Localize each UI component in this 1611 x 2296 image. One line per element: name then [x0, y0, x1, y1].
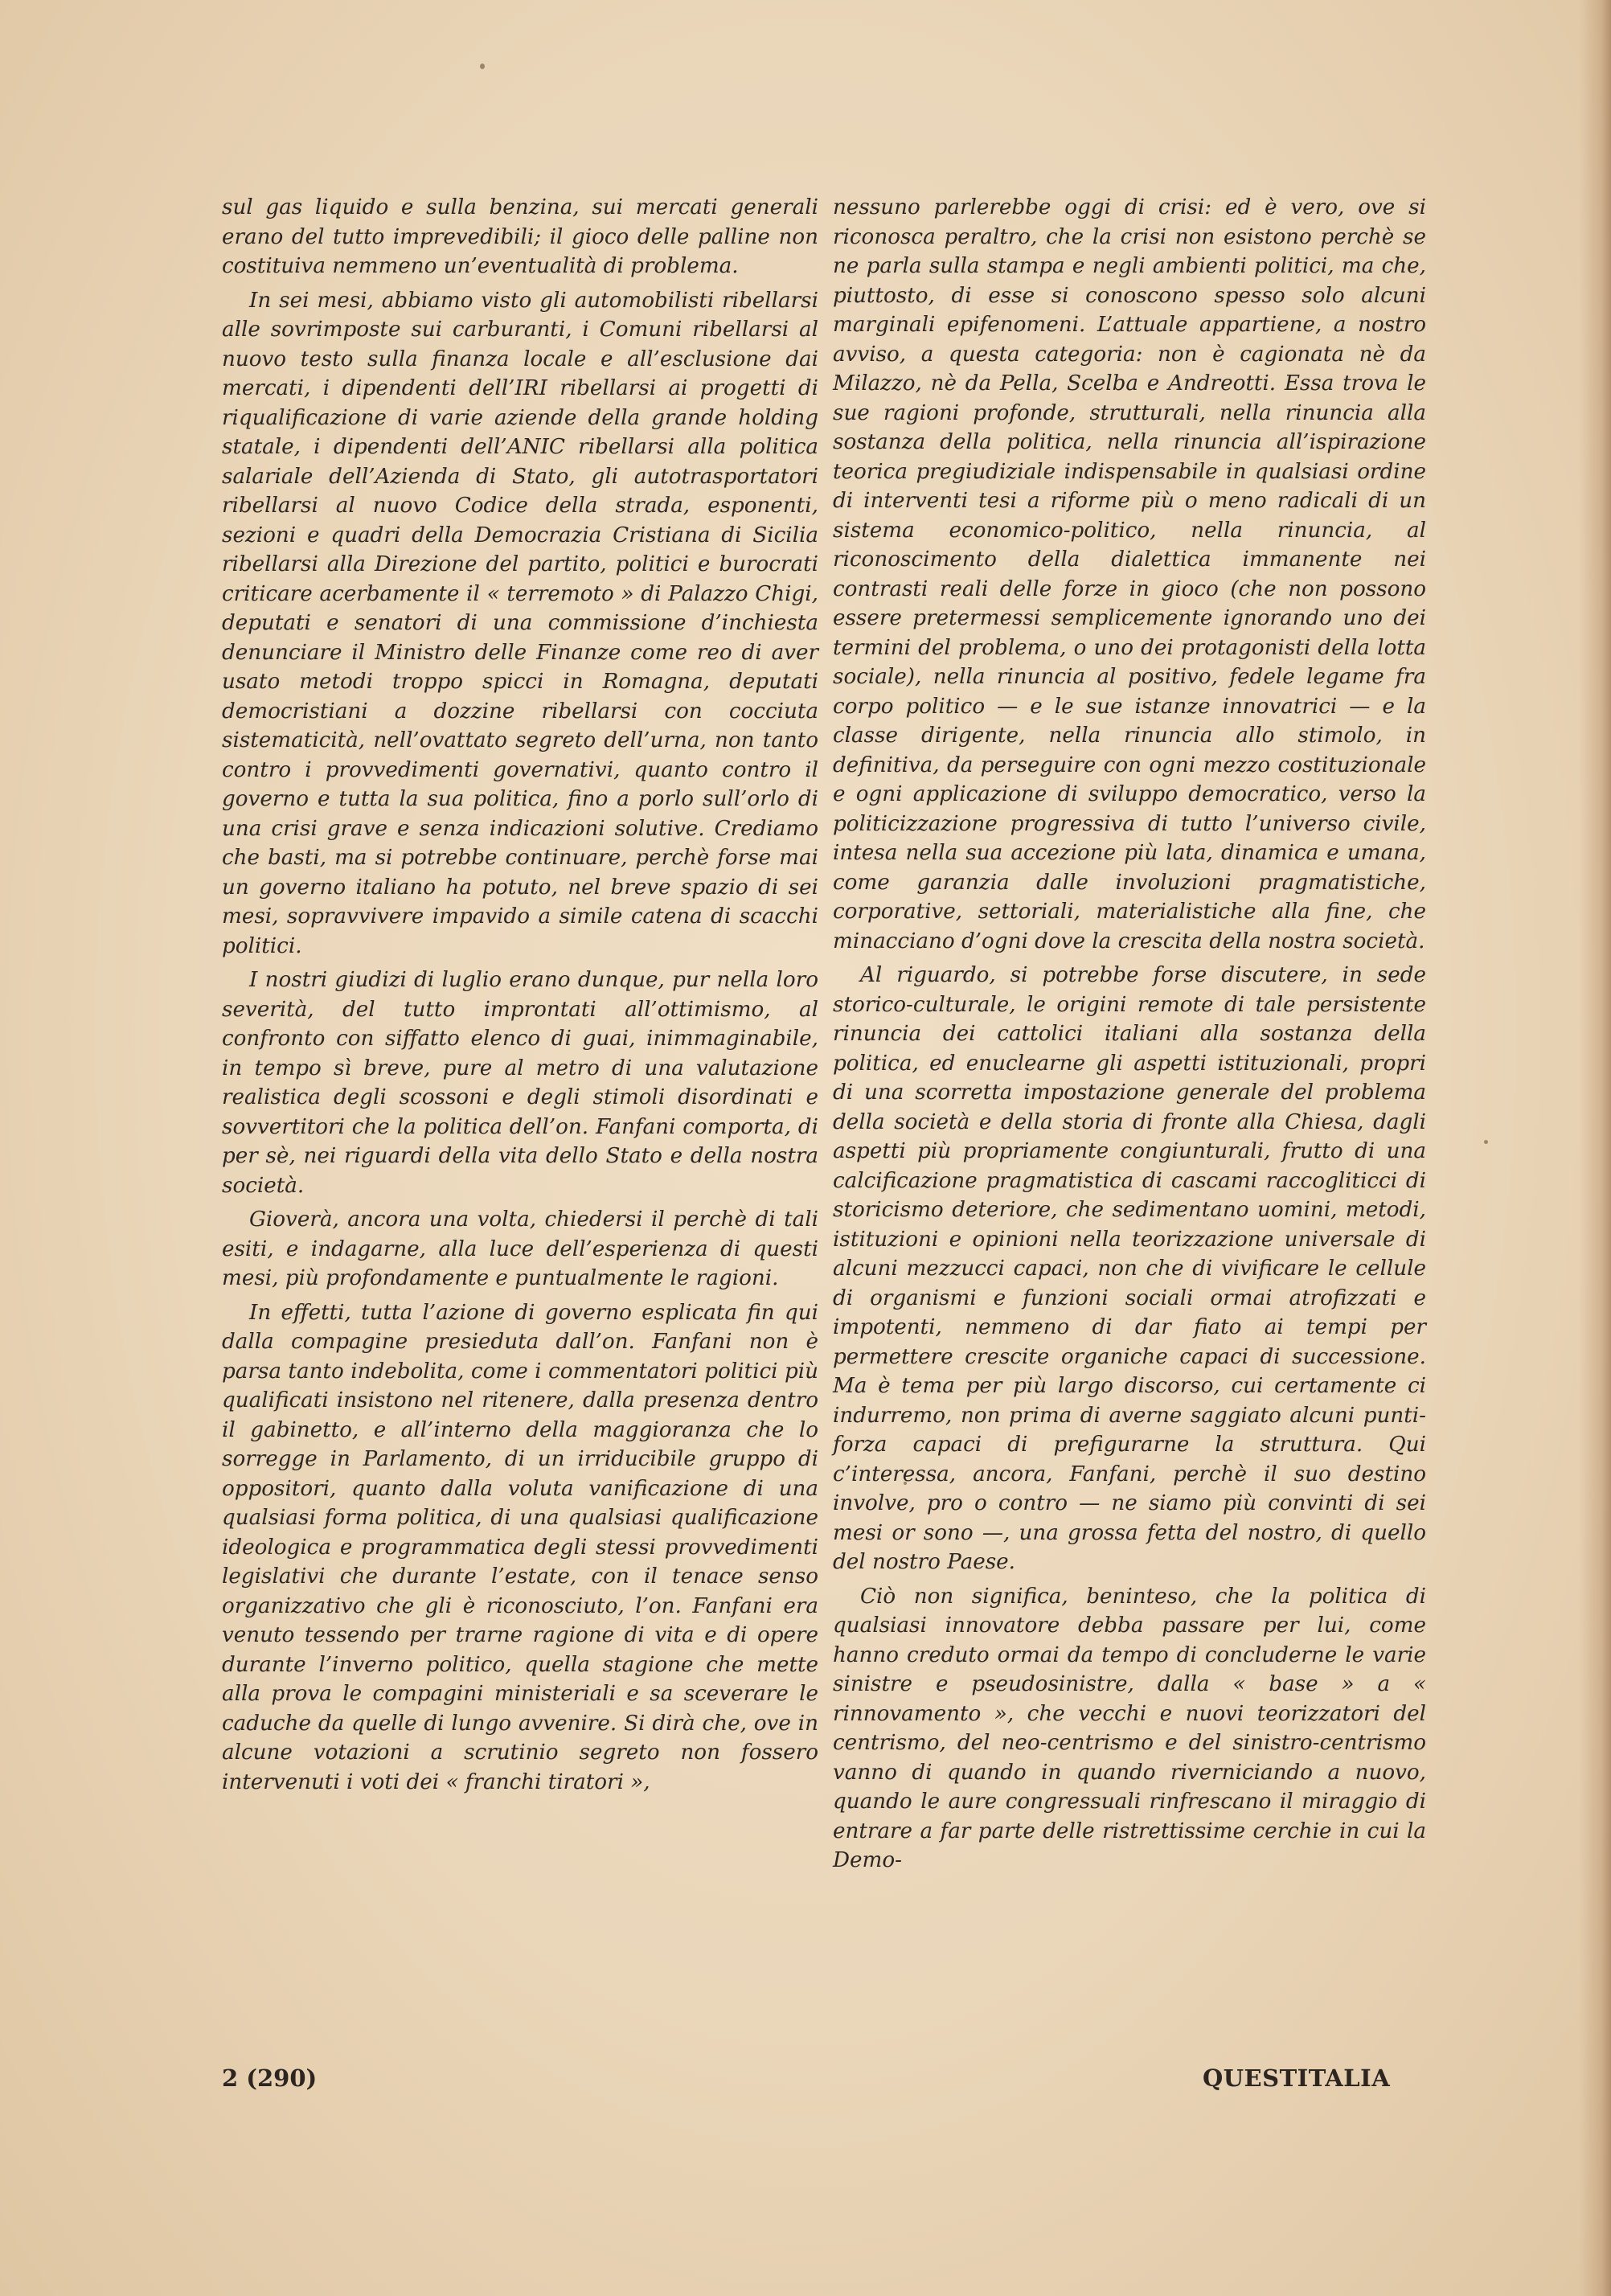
paragraph: In effetti, tutta l’azione di governo esplicata fin qui dalla compagine presieduta dall’on. Fanfani non è parsa tanto indebolita, come i commentatori politici più qualificati insistono nel ritenere, dalla presenza dentro il gabinetto, e all’interno della maggioranza che lo sorregge in Parlamento, di un irriducibile gruppo di oppositori, quanto dalla voluta vanificazione di una qualsiasi forma politica, di una qualsiasi qualificazione ideologica e programmatica degli stessi provvedimenti legislativi che durante l’estate, con il tenace senso organizzativo che gli è riconosciuto, l’on. Fanfani era venuto tessendo per trarne ragione di vita e di opere durante l’inverno politico, quella stagione che mette alla prova le compagini ministeriali e sa sceverare le caduche da quelle di lungo avvenire. Si dirà che, ove in alcune votazioni a scrutinio segreto non fossero intervenuti i voti dei « franchi tiratori », [222, 1300, 818, 1794]
paragraph: Al riguardo, si potrebbe forse discutere, in sede storico-culturale, le origini remote di tale persistente rinuncia dei cattolici italiani alla sostanza della politica, ed enuclearne gli aspetti istituzionali, propri di una scorretta impostazione generale del problema della società e della storia di fronte alla Chiesa, dagli aspetti più propriamente congiunturali, frutto di una calcificazione pragmatistica di cascami raccogliticci di storicismo deteriore, che sedimentano uomini, metodi, istituzioni e opinioni nella teorizzazione universale di alcuni mezzucci capaci, non che di vivificare le cellule di organismi e funzioni sociali ormai atrofizzati e impotenti, nemmeno di dar fiato ai tempi per permettere crescite organiche capaci di successione. Ma è tema per più largo discorso, cui certamente ci indurremo, non prima di averne saggiato alcuni punti-forza capaci di prefigurarne la struttura. Qui c’interessa, ancora, Fanfani, perchè il suo destino involve, pro o contro — ne siamo più convinti di sei mesi or sono —, una grossa fetta del nostro, di quello del nostro Paese. [833, 963, 1426, 1574]
paragraph: Ciò non significa, beninteso, che la politica di qualsiasi innovatore debba passare per lui, come hanno creduto ormai da tempo di concluderne le varie sinistre e pseudosinistre, dalla « base » a « rinnovamento », che vecchi e nuovi teorizzatori del centrismo, del neo-centrismo e del sinistro-centrismo vanno di quando in quando riverniciando a nuovo, quando le aure congressuali rinfrescano il miraggio di entrare a far parte delle ristrettissime cerchie in cui la Demo- [833, 1584, 1426, 1872]
paragraph: sul gas liquido e sulla benzina, sui mercati generali erano del tutto imprevedibili; il gioco delle palline non costituiva nemmeno un’eventualità di problema. [222, 195, 818, 278]
paragraph: In sei mesi, abbiamo visto gli automobilisti ribellarsi alle sovrimposte sui carburanti, i Comuni ribellarsi al nuovo testo sulla finanza locale e all’esclusione dai mercati, i dipendenti dell’IRI ribellarsi ai progetti di riqualificazione di varie aziende della grande holding statale, i dipendenti dell’ANIC ribellarsi alla politica salariale dell’Azienda di Stato, gli autotrasportatori ribellarsi al nuovo Codice della strada, esponenti, sezioni e quadri della Democrazia Cristiana di Sicilia ribellarsi alla Direzione del partito, politici e burocrati criticare acerbamente il « terremoto » di Palazzo Chigi, deputati e senatori di una commissione d’inchiesta denunciare il Ministro delle Finanze come reo di aver usato metodi troppo spicci in Romagna, deputati democristiani a dozzine ribellarsi con cocciuta sistematicità, nell’ovattato segreto dell’urna, non tanto contro i provvedimenti governativi, quanto contro il governo e tutta la sua politica, fino a porlo sull’orlo di una crisi grave e senza indicazioni solutive. Crediamo che basti, ma si potrebbe continuare, perchè forse mai un governo italiano ha potuto, nel breve spazio di sei mesi, sopravvivere impavido a simile catena di scacchi politici. [222, 288, 818, 958]
paper-edge [1579, 0, 1611, 2296]
left-column [222, 193, 818, 1802]
magazine-name: QUESTITALIA [1203, 2064, 1391, 2092]
paragraph: nessuno parlerebbe oggi di crisi: ed è vero, ove si riconosca peraltro, che la crisi non esistono perchè se ne parla sulla stampa e negli ambienti politici, ma che, piuttosto, di esse si conoscono spesso solo alcuni marginali epifenomeni. L’attuale appartiene, a nostro avviso, a questa categoria: non è cagionata nè da Milazzo, nè da Pella, Scelba e Andreotti. Essa trova le sue ragioni profonde, strutturali, nella rinuncia alla sostanza della politica, nella rinuncia all’ispirazione teorica pregiudiziale indispensabile in qualsiasi ordine di interventi tesi a riforme più o meno radicali di un sistema economico-politico, nella rinuncia, al riconoscimento della dialettica immanente nei contrasti reali delle forze in gioco (che non possono essere pretermessi semplicemente ignorando uno dei termini del problema, o uno dei protagonisti della lotta sociale), nella rinuncia al positivo, fedele legame fra corpo politico — e le sue istanze innovatrici — e la classe dirigente, nella rinuncia allo stimolo, in definitiva, da perseguire con ogni mezzo costituzionale e ogni applicazione di sviluppo democratico, verso la politicizzazione progressiva di tutto l’universo civile, intesa nella sua accezione più lata, dinamica e umana, come garanzia dalle involuzioni pragmatistiche, corporative, settoriali, materialistiche alla fine, che minacciano d’ogni dove la crescita della nostra società. [833, 195, 1426, 953]
page-number: 2 (290) [222, 2064, 318, 2092]
paragraph: I nostri giudizi di luglio erano dunque, pur nella loro severità, del tutto improntati all’ottimismo, al confronto con siffatto elenco di guai, inimmaginabile, in tempo sì breve, pure al metro di una valutazione realistica degli scossoni e degli stimoli disordinati e sovvertitori che la politica dell’on. Fanfani comporta, di per sè, nei riguardi della vita dello Stato e della nostra società. [222, 968, 818, 1198]
paper-speck [480, 64, 485, 69]
right-column [833, 193, 1426, 1880]
paper-speck [1484, 1140, 1488, 1144]
paragraph: Gioverà, ancora una volta, chiedersi il perchè di tali esiti, e indagarne, alla luce dell’esperienza di questi mesi, più profondamente e puntualmente le ragioni. [222, 1207, 818, 1290]
